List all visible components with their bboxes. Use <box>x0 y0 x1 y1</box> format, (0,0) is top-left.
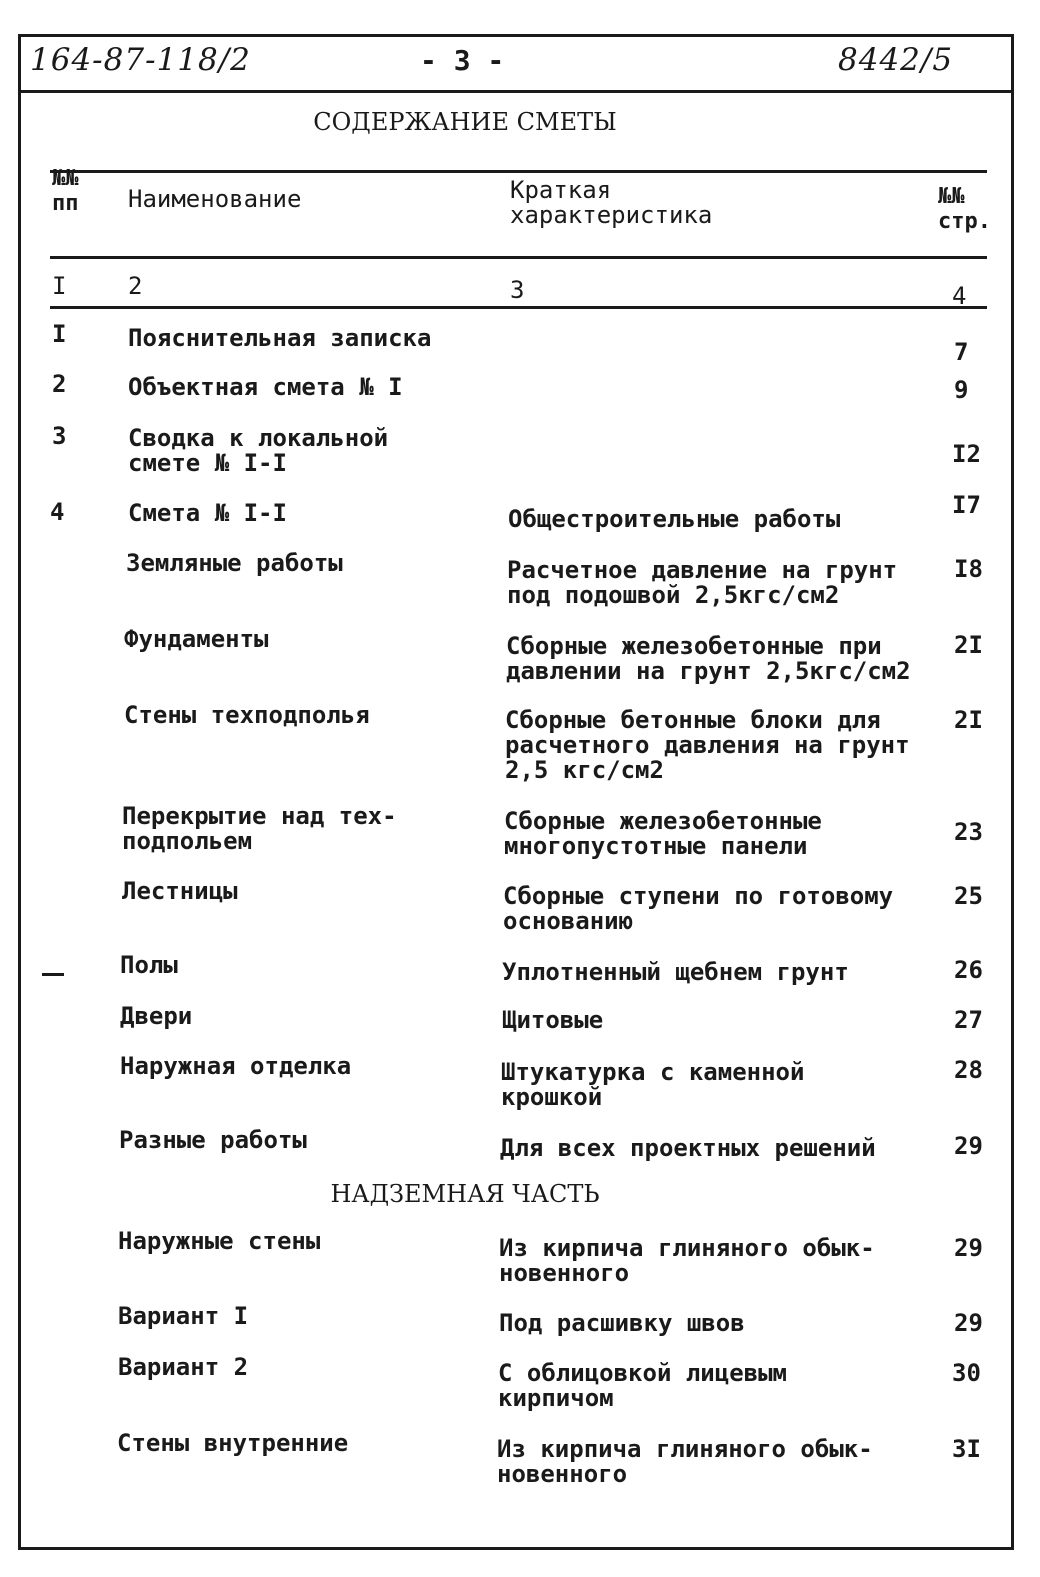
document-code: 164-87-118/2 <box>30 42 251 78</box>
row-page: 27 <box>954 1006 983 1034</box>
row-name: Земляные работы <box>126 549 343 577</box>
row-name: Стены техподполья <box>124 701 370 729</box>
row-number: 2 <box>52 370 67 398</box>
row-name: Стены внутренние <box>117 1429 349 1457</box>
row-page: 29 <box>954 1132 983 1160</box>
row-page: 9 <box>954 376 969 404</box>
row-name: Наружные стены <box>118 1227 321 1255</box>
row-page: 3I <box>952 1435 981 1463</box>
row-name: Разные работы <box>119 1126 307 1154</box>
margin-dash-mark <box>42 973 64 976</box>
page-title: СОДЕРЖАНИЕ СМЕТЫ <box>313 108 617 136</box>
column-number-3: 3 <box>510 276 525 304</box>
page-number: - 3 - <box>420 44 505 77</box>
column-number-2: 2 <box>128 272 143 300</box>
header-bottom-rule <box>50 256 987 259</box>
row-description: Сборные железобетонные многопустотные панели <box>504 807 822 860</box>
inventory-number: 8442/5 <box>838 42 954 78</box>
column-number-4: 4 <box>952 282 967 310</box>
column-header-page: №№ стр. <box>938 184 991 234</box>
column-header-name: Наименование <box>128 185 302 213</box>
row-page: 30 <box>952 1359 981 1387</box>
row-page: 25 <box>954 882 983 910</box>
row-name: Полы <box>120 951 178 979</box>
row-description: Уплотненный щебнем грунт <box>502 958 849 986</box>
row-page: 29 <box>954 1309 983 1337</box>
column-number-1: I <box>52 272 67 300</box>
row-description: Общестроительные работы <box>508 505 841 533</box>
row-description: Расчетное давление на грунт под подошвой 2,5кгс/см2 <box>507 556 898 609</box>
row-name: Пояснительная записка <box>128 324 432 352</box>
row-name: Лестницы <box>122 877 238 905</box>
row-page: 28 <box>954 1056 983 1084</box>
row-description: Штукатурка с каменной крошкой <box>501 1058 805 1111</box>
row-description: Из кирпича глиняного обык- новенного <box>497 1435 873 1488</box>
row-description: Сборные железобетонные при давлении на грунт 2,5кгс/см2 <box>506 632 911 685</box>
row-description: Сборные бетонные блоки для расчетного давления на грунт 2,5 кгс/см2 <box>505 706 910 784</box>
row-page: 29 <box>954 1234 983 1262</box>
row-page: I2 <box>952 440 981 468</box>
row-description: Сборные ступени по готовому основанию <box>503 882 894 935</box>
row-description: С облицовкой лицевым кирпичом <box>498 1359 787 1412</box>
row-page: 2I <box>954 631 983 659</box>
row-number: 3 <box>52 422 67 450</box>
row-name: Вариант I <box>118 1302 249 1330</box>
row-description: Щитовые <box>502 1006 604 1034</box>
row-name: Двери <box>120 1002 193 1030</box>
row-description: Под расшивку швов <box>499 1309 745 1337</box>
row-description: Из кирпича глиняного обык- новенного <box>499 1234 875 1287</box>
row-name: Смета № I-I <box>128 499 287 527</box>
column-header-num: №№ пп <box>52 166 79 216</box>
row-name: Перекрытие над тех- подпольем <box>122 802 397 855</box>
row-name: Вариант 2 <box>118 1353 249 1381</box>
row-name: Фундаменты <box>124 625 269 653</box>
table-top-rule <box>50 170 987 173</box>
header-divider <box>18 90 1014 93</box>
column-numbers-rule <box>50 306 987 309</box>
column-header-description: Краткая характеристика <box>510 176 713 229</box>
row-page: I8 <box>954 555 983 583</box>
row-description: Для всех проектных решений <box>500 1134 876 1162</box>
row-name: Объектная смета № I <box>128 373 403 401</box>
row-number: 4 <box>50 498 65 526</box>
row-page: I7 <box>952 491 981 519</box>
row-page: 2I <box>954 706 983 734</box>
row-number: I <box>52 320 67 348</box>
section-subheading: НАДЗЕМНАЯ ЧАСТЬ <box>330 1180 600 1208</box>
row-page: 26 <box>954 956 983 984</box>
row-page: 23 <box>954 818 983 846</box>
row-page: 7 <box>954 338 969 366</box>
row-name: Сводка к локальной смете № I-I <box>128 424 389 477</box>
row-name: Наружная отделка <box>120 1052 352 1080</box>
